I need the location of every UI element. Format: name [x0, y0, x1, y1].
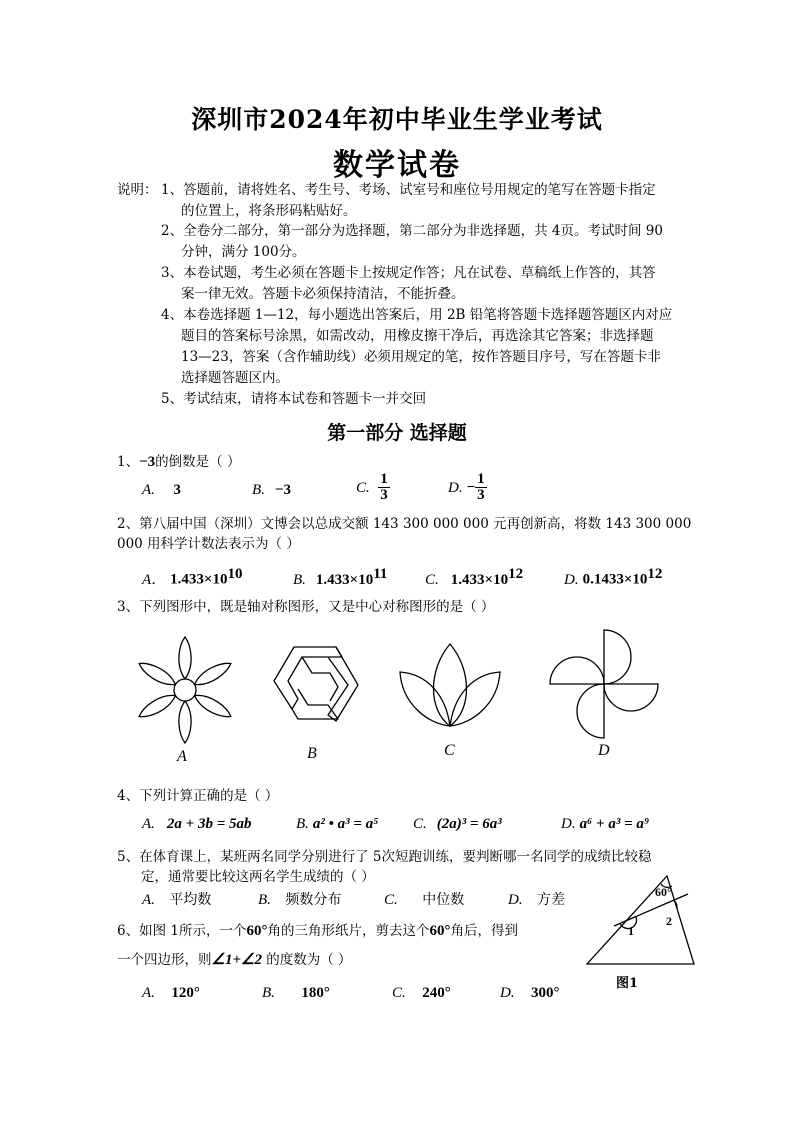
petal	[136, 690, 178, 722]
q2-option-d[interactable]: D. $0.1433\times 10^{12}$	[564, 566, 663, 588]
q5-option-d[interactable]: D. 方差	[508, 892, 566, 908]
q6-triangle-figure	[580, 870, 704, 970]
instruction-line: 5、考试结束，请将本试卷和答题卡一并交回	[161, 391, 427, 407]
q6-figure-label-2: 2	[666, 914, 672, 928]
q6-stem-line1: 6、如图 1所示，一个60°角的三角形纸片，剪去这个60°角后，得到	[117, 923, 518, 939]
q3-label-d: D	[598, 742, 610, 759]
q6-option-c[interactable]: C. 240°	[392, 985, 451, 1001]
q4-option-c[interactable]: C. (2a)³ = 6a³	[413, 816, 502, 832]
q2-option-a[interactable]: A． $1.433\times 10^{10}$	[142, 566, 243, 588]
q2-option-b[interactable]: B. $1.433\times 10^{11}$	[293, 566, 388, 588]
q5-option-a[interactable]: A. 平均数	[142, 892, 212, 908]
instruction-line: 分钟，满分 100分。	[181, 244, 306, 260]
q4-option-b[interactable]: B. a² • a³ = a⁵	[296, 816, 379, 832]
instruction-line: 2、全卷分二部分，第一部分为选择题，第二部分为非选择题，共 4页。考试时间 90	[161, 223, 663, 239]
petal	[179, 637, 191, 679]
q6-option-d[interactable]: D. 300°	[500, 985, 560, 1001]
q2-stem-line2: 000 用科学计数法表示为（ ）	[117, 536, 300, 552]
exam-subtitle: 数学试卷	[333, 148, 461, 183]
q4-stem: 4、下列计算正确的是（ ）	[117, 788, 279, 804]
instruction-line: 3、本卷试题，考生必须在答题卡上按规定作答；凡在试卷、草稿纸上作答的，其答	[161, 265, 656, 281]
instruction-line: 的位置上，将条形码粘贴好。	[181, 203, 357, 219]
instruction-line: 4、本卷选择题 1—12，每小题选出答案后，用 2B 铅笔将答题卡选择题答题区内对应	[161, 307, 673, 323]
instruction-line: 选择题答题区内。	[181, 370, 289, 386]
q5-stem-line1: 5、在体育课上，某班两名同学分别进行了 5次短跑训练，要判断哪一名同学的成绩比较稳	[117, 849, 652, 865]
q3-figure-a[interactable]	[130, 635, 240, 745]
q3-label-c: C	[444, 742, 455, 759]
petal	[179, 701, 191, 743]
q1-option-c[interactable]: C. $\frac{1}{3}$	[356, 471, 388, 503]
section-title: 第一部分 选择题	[327, 422, 467, 444]
instruction-line: 案一律无效。答题卡必须保持清洁，不能折叠。	[181, 286, 465, 302]
q5-option-b[interactable]: B. 频数分布	[258, 892, 342, 908]
instruction-line: 题目的答案标号涂黑，如需改动，用橡皮擦干净后，再选涂其它答案；非选择题	[181, 328, 654, 344]
q6-option-b[interactable]: B. 180°	[262, 985, 330, 1001]
q1-option-b[interactable]: B. −3	[252, 482, 291, 498]
petal	[136, 658, 178, 690]
q6-figure-caption: 图1	[616, 976, 639, 991]
q1-option-d[interactable]: D. − $\frac{1}{3}$	[448, 471, 485, 503]
petal	[191, 658, 233, 690]
q3-stem: 3、下列图形中，既是轴对称图形，又是中心对称图形的是（ ）	[117, 599, 495, 615]
q3-label-b: B	[307, 745, 317, 762]
q1-option-a[interactable]: A. 3	[142, 482, 181, 498]
q2-stem-line1: 2、第八届中国（深圳）文博会以总成交额 143 300 000 000 元再创新高，将数 143 300 000	[117, 516, 692, 532]
exam-title: 深圳市2024年初中毕业生学业考试	[191, 105, 603, 134]
instruction-line: 1、答题前，请将姓名、考生号、考场、试室号和座位号用规定的笔写在答题卡指定	[161, 182, 656, 198]
q3-figure-c[interactable]	[398, 640, 502, 730]
q3-figure-b[interactable]	[270, 643, 362, 723]
q3-label-a: A	[177, 748, 187, 765]
q4-option-d[interactable]: D. a⁶ + a³ = a⁹	[561, 816, 650, 832]
q6-option-a[interactable]: A. 120°	[142, 985, 200, 1001]
q5-option-c[interactable]: C. 中位数	[384, 892, 465, 908]
q6-stem-line2: 一个四边形，则∠1+∠2 的度数为（ ）	[117, 952, 352, 968]
q2-option-c[interactable]: C. $1.433\times 10^{12}$	[425, 566, 524, 588]
q1-stem: 1、−3的倒数是（ ）	[117, 454, 241, 470]
instructions-label: 说明：	[117, 182, 158, 198]
q1-stem-math: −3	[139, 454, 156, 470]
q5-stem-line2: 定，通常要比较这两名学生成绩的（ ）	[141, 869, 375, 885]
q1-d-fraction: $\frac{1}{3}$	[477, 471, 485, 503]
petal	[191, 690, 233, 722]
flower-center	[174, 679, 196, 701]
q6-figure-label-1: 1	[628, 924, 634, 938]
q6-figure-60-label: 60°	[655, 885, 672, 899]
instruction-line: 13—23，答案（含作辅助线）必须用规定的笔，按作答题目序号，写在答题卡非	[181, 349, 661, 365]
triangle	[587, 876, 694, 964]
q1-c-fraction: $\frac{1}{3}$	[380, 471, 388, 503]
q3-figure-d[interactable]	[548, 628, 660, 740]
q4-option-a[interactable]: A. 2a + 3b = 5ab	[142, 816, 252, 832]
